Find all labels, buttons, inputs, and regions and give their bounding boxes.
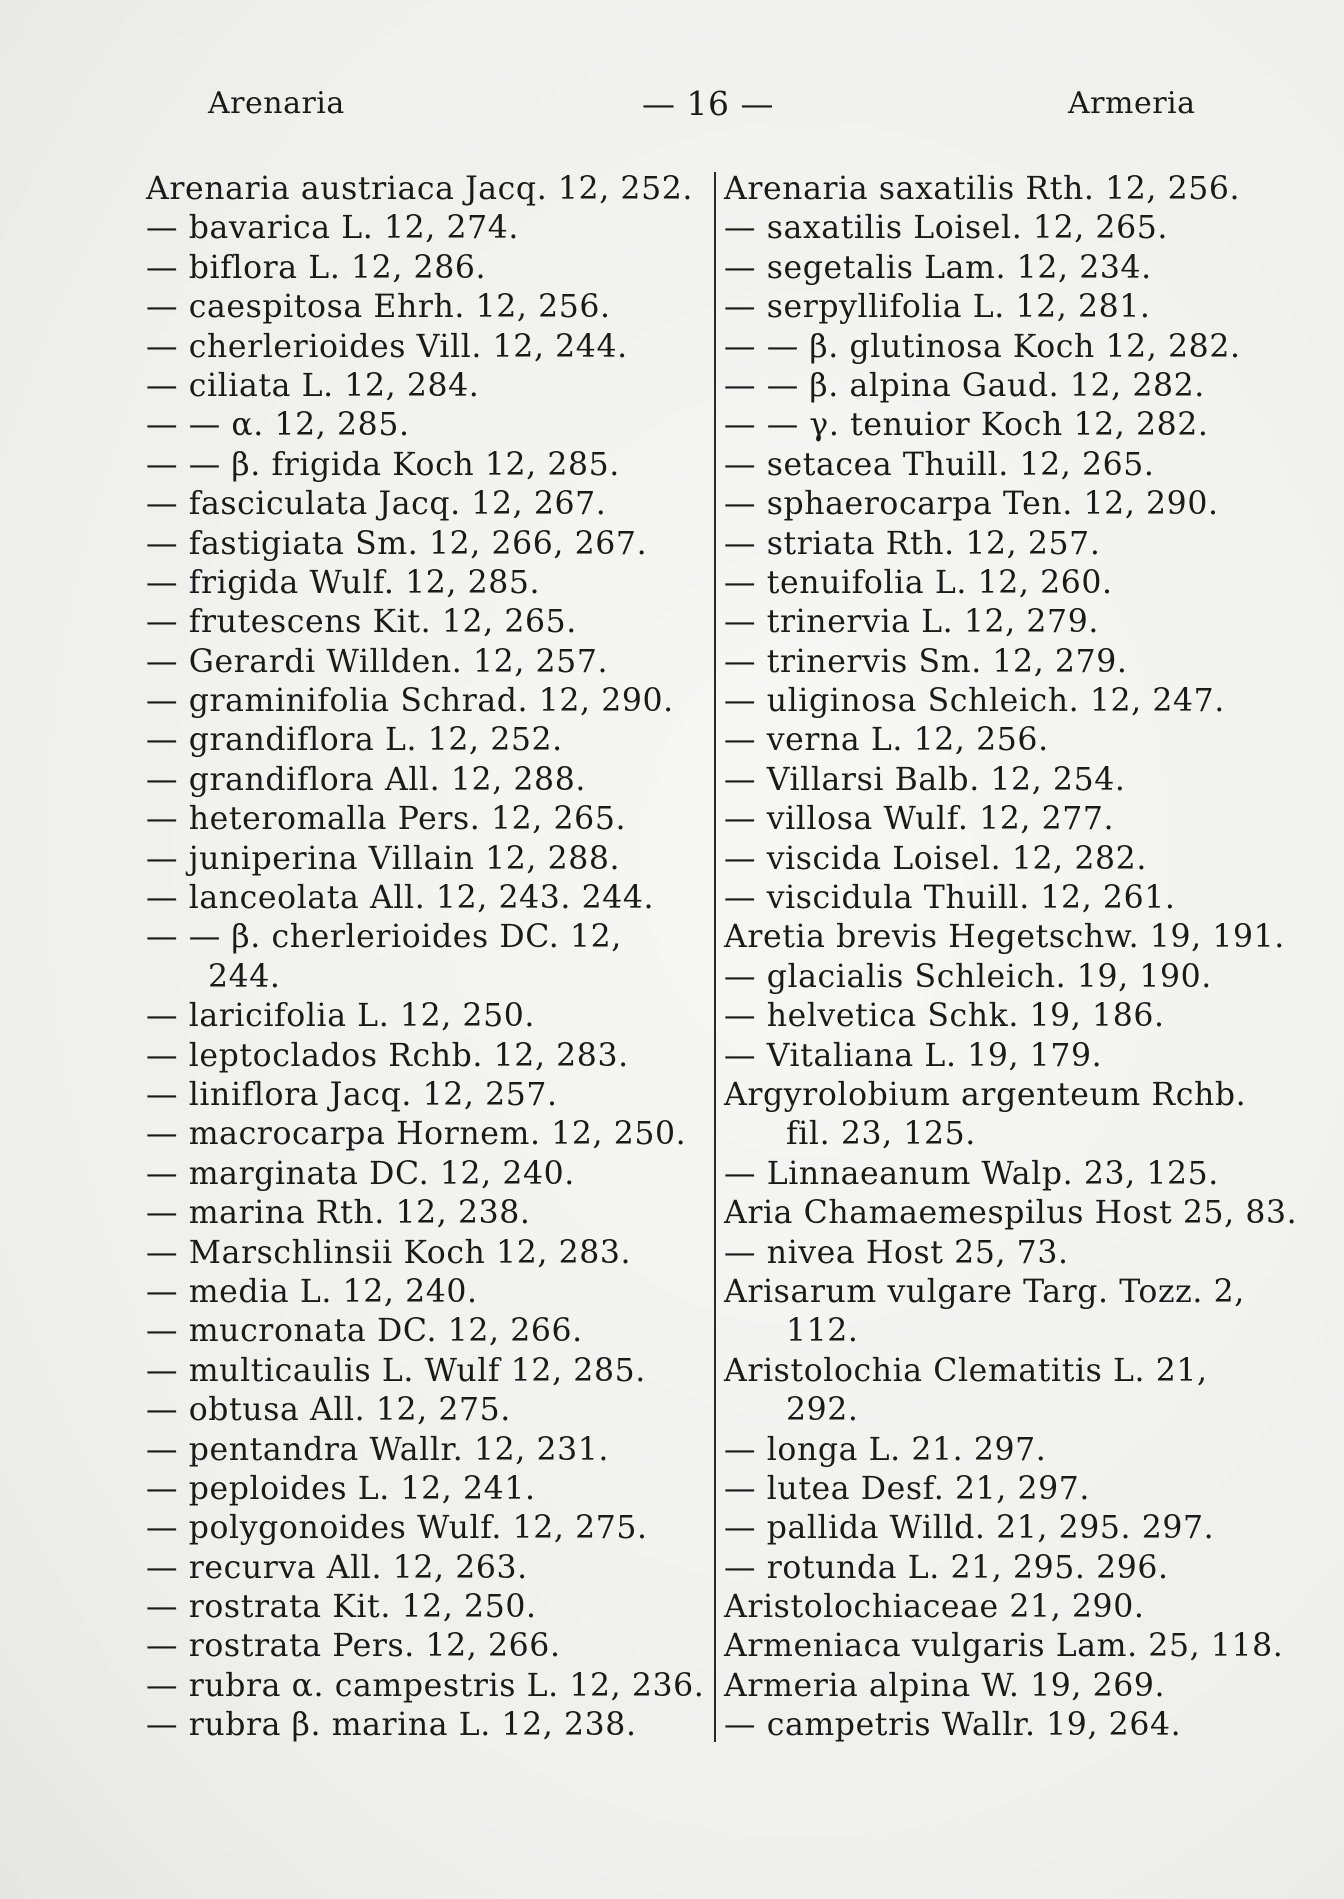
index-entry: — nivea Host 25, 73. [724, 1234, 1069, 1271]
index-entry: — — α. 12, 285. [146, 407, 410, 444]
index-entry: Arisarum vulgare Targ. Tozz. 2, [724, 1273, 1245, 1310]
index-entry: — segetalis Lam. 12, 234. [724, 249, 1152, 286]
index-entry: 244. [208, 958, 281, 995]
index-entry: — bavarica L. 12, 274. [146, 210, 519, 247]
index-entry: — grandiflora All. 12, 288. [146, 761, 586, 798]
index-entry: — multicaulis L. Wulf 12, 285. [146, 1352, 646, 1389]
index-entry: — tenuifolia L. 12, 260. [724, 564, 1113, 601]
index-entry: — fasciculata Jacq. 12, 267. [146, 486, 607, 523]
index-entry: Aria Chamaemespilus Host 25, 83. [724, 1195, 1298, 1232]
index-entry: Aristolochiaceae 21, 290. [724, 1589, 1145, 1626]
index-entry: Armeria alpina W. 19, 269. [724, 1667, 1166, 1704]
index-entry: Argyrolobium argenteum Rchb. [724, 1076, 1247, 1113]
index-entry: — pallida Willd. 21, 295. 297. [724, 1510, 1215, 1547]
index-entry: — campetris Wallr. 19, 264. [724, 1707, 1182, 1744]
index-entry: — trinervia L. 12, 279. [724, 604, 1099, 641]
index-entry: — lutea Desf. 21, 297. [724, 1470, 1091, 1507]
page-number: — 16 — [642, 84, 774, 123]
running-head-left: Arenaria [208, 86, 345, 121]
index-entry: — polygonoides Wulf. 12, 275. [146, 1510, 648, 1547]
index-entry: — laricifolia L. 12, 250. [146, 998, 535, 1035]
index-entry: — media L. 12, 240. [146, 1273, 478, 1310]
index-entry: — striata Rth. 12, 257. [724, 525, 1101, 562]
index-entry: — uliginosa Schleich. 12, 247. [724, 683, 1225, 720]
index-entry: — Gerardi Willden. 12, 257. [146, 643, 609, 680]
index-entry: — saxatilis Loisel. 12, 265. [724, 210, 1168, 247]
index-entry: — frigida Wulf. 12, 285. [146, 564, 541, 601]
index-entry: — — β. frigida Koch 12, 285. [146, 446, 620, 483]
index-entry: — — γ. tenuior Koch 12, 282. [724, 407, 1209, 444]
index-entry: — rubra α. campestris L. 12, 236. [146, 1667, 705, 1704]
index-entry: — ciliata L. 12, 284. [146, 367, 480, 404]
index-entry: — — β. cherlerioides DC. 12, [146, 919, 622, 956]
running-head-right: Armeria [1068, 86, 1196, 121]
column-divider [714, 172, 716, 1742]
index-entry: — setacea Thuill. 12, 265. [724, 446, 1155, 483]
index-entry: — frutescens Kit. 12, 265. [146, 604, 577, 641]
index-entry: — Linnaeanum Walp. 23, 125. [724, 1155, 1219, 1192]
index-entry: — viscidula Thuill. 12, 261. [724, 880, 1176, 917]
index-entry: — serpyllifolia L. 12, 281. [724, 289, 1151, 326]
index-entry: — verna L. 12, 256. [724, 722, 1049, 759]
index-entry: — rostrata Pers. 12, 266. [146, 1628, 561, 1665]
index-column-right [724, 170, 1298, 1746]
index-entry: 292. [786, 1392, 859, 1429]
index-entry: — biflora L. 12, 286. [146, 249, 487, 286]
index-entry: Aretia brevis Hegetschw. 19, 191. [724, 919, 1285, 956]
index-entry: — marina Rth. 12, 238. [146, 1195, 531, 1232]
index-entry: — lanceolata All. 12, 243. 244. [146, 880, 655, 917]
index-entry: — recurva All. 12, 263. [146, 1549, 528, 1586]
index-entry: — obtusa All. 12, 275. [146, 1392, 511, 1429]
index-entry: — villosa Wulf. 12, 277. [724, 801, 1115, 838]
index-entry: — leptoclados Rchb. 12, 283. [146, 1037, 629, 1074]
index-entry: — rotunda L. 21, 295. 296. [724, 1549, 1169, 1586]
index-entry: — longa L. 21. 297. [724, 1431, 1047, 1468]
index-entry: — sphaerocarpa Ten. 12, 290. [724, 486, 1219, 523]
index-entry: — Marschlinsii Koch 12, 283. [146, 1234, 632, 1271]
index-entry: — rubra β. marina L. 12, 238. [146, 1707, 637, 1744]
index-entry: — pentandra Wallr. 12, 231. [146, 1431, 609, 1468]
index-entry: 112. [786, 1313, 859, 1350]
index-entry: — heteromalla Pers. 12, 265. [146, 801, 627, 838]
index-entry: Arenaria saxatilis Rth. 12, 256. [724, 171, 1241, 207]
index-entry: — liniflora Jacq. 12, 257. [146, 1076, 558, 1113]
index-entry: — mucronata DC. 12, 266. [146, 1313, 583, 1350]
index-entry: — cherlerioides Vill. 12, 244. [146, 328, 628, 365]
index-entry: — fastigiata Sm. 12, 266, 267. [146, 525, 648, 562]
index-entry: — grandiflora L. 12, 252. [146, 722, 563, 759]
index-entry: — rostrata Kit. 12, 250. [146, 1589, 537, 1626]
index-entry: Aristolochia Clematitis L. 21, [724, 1352, 1208, 1389]
index-column-left [146, 170, 706, 1746]
index-entry: — trinervis Sm. 12, 279. [724, 643, 1128, 680]
index-entry: — marginata DC. 12, 240. [146, 1155, 575, 1192]
index-entry: — — β. alpina Gaud. 12, 282. [724, 367, 1205, 404]
index-entry: — caespitosa Ehrh. 12, 256. [146, 289, 611, 326]
index-entry: — Villarsi Balb. 12, 254. [724, 761, 1126, 798]
index-entry: — Vitaliana L. 19, 179. [724, 1037, 1103, 1074]
index-entry: — peploides L. 12, 241. [146, 1470, 536, 1507]
index-entry: — graminifolia Schrad. 12, 290. [146, 683, 674, 720]
index-entry: — juniperina Villain 12, 288. [146, 840, 621, 877]
index-entry: — viscida Loisel. 12, 282. [724, 840, 1147, 877]
index-entry: — glacialis Schleich. 19, 190. [724, 958, 1212, 995]
index-entry: Armeniaca vulgaris Lam. 25, 118. [724, 1628, 1284, 1665]
index-entry: Arenaria austriaca Jacq. 12, 252. [146, 171, 693, 207]
index-entry: — macrocarpa Hornem. 12, 250. [146, 1116, 687, 1153]
index-entry: — — β. glutinosa Koch 12, 282. [724, 328, 1241, 365]
index-entry: fil. 23, 125. [786, 1116, 976, 1153]
index-entry: — helvetica Schk. 19, 186. [724, 998, 1165, 1035]
